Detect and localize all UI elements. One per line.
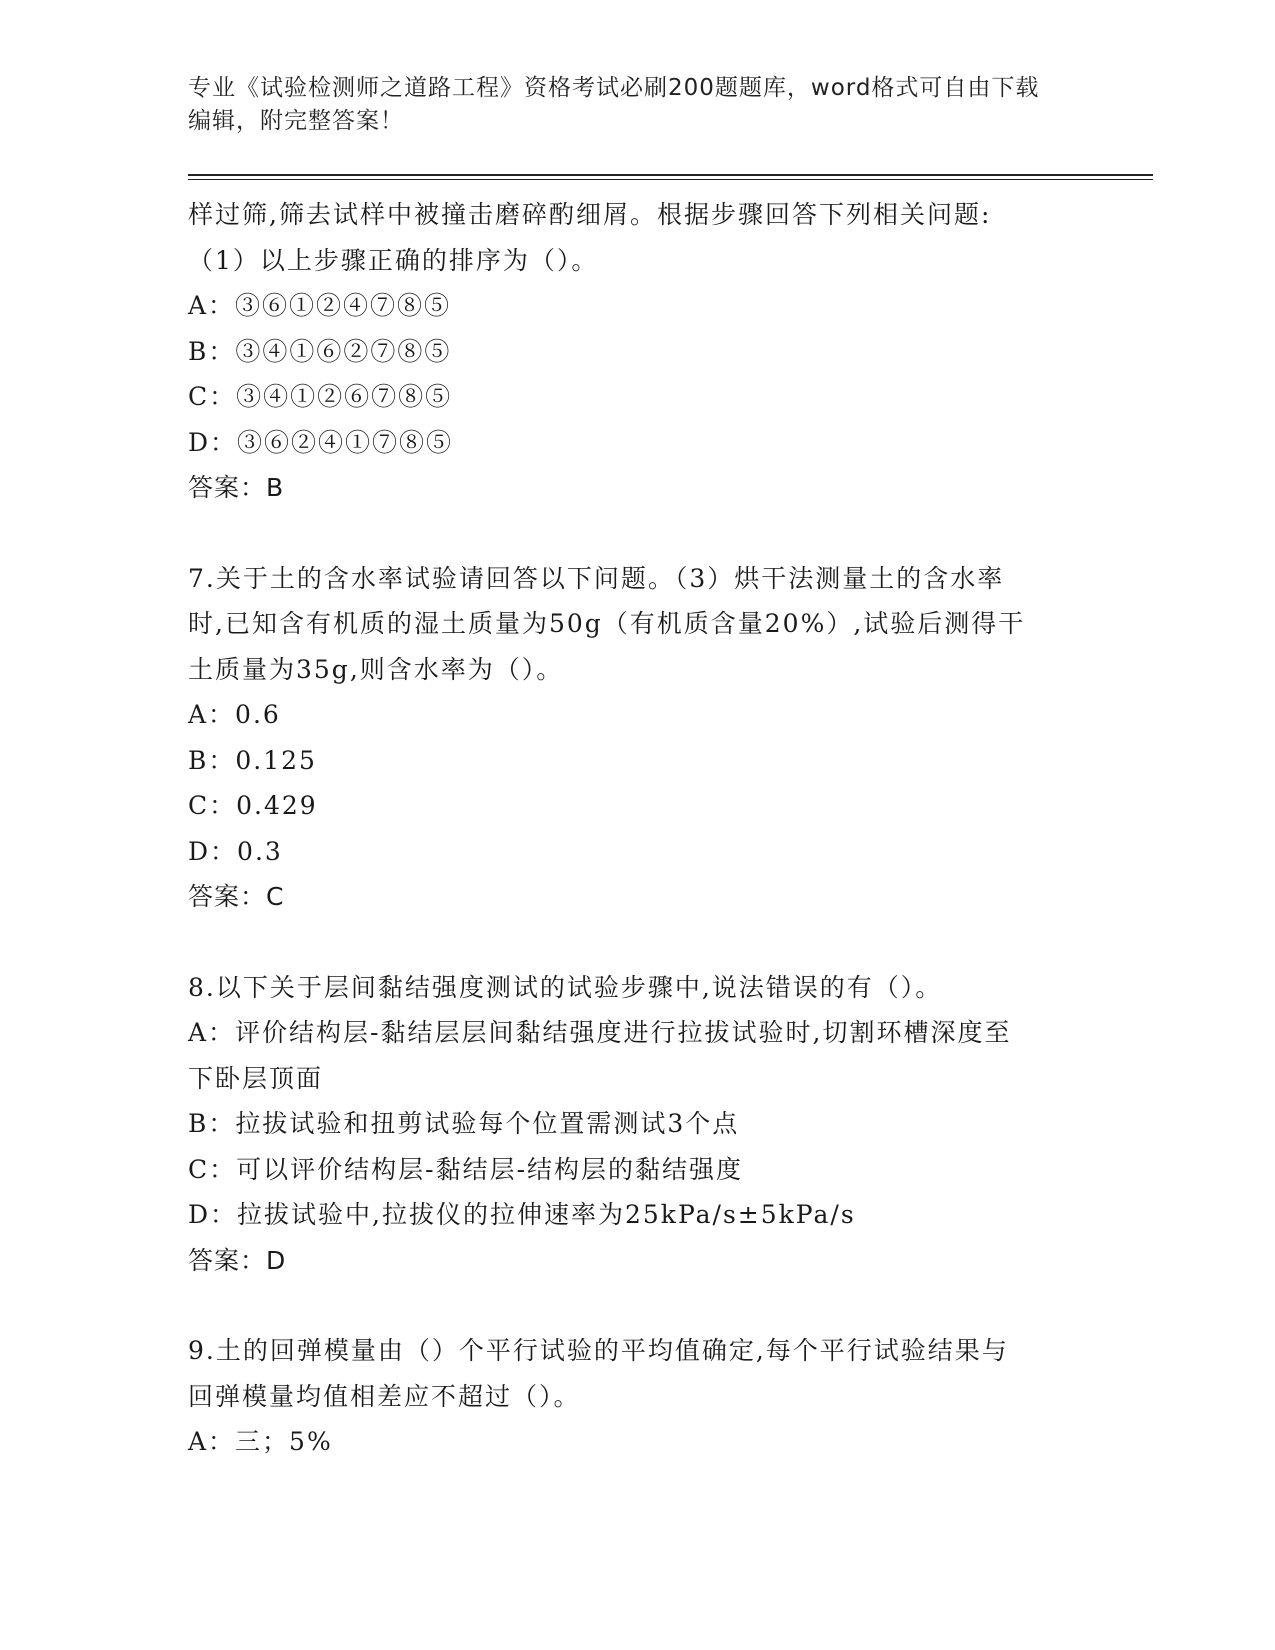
spacer — [188, 511, 1088, 556]
option-d: D：拉拔试验中,拉拔仪的拉伸速率为25kPa/s±5kPa/s — [188, 1200, 856, 1229]
header-divider-thin — [188, 179, 1153, 180]
answer: 答案：B — [188, 473, 285, 502]
question-text: 土质量为35g,则含水率为（）。 — [188, 654, 564, 684]
option-c: C：0.429 — [188, 791, 318, 820]
option-c: C：③④①②⑥⑦⑧⑤ — [188, 382, 453, 411]
answer: 答案：D — [188, 1245, 287, 1275]
header-line: 编辑，附完整答案！ — [188, 108, 404, 134]
answer: 答案：C — [188, 882, 285, 911]
option-a: A：0.6 — [188, 700, 281, 729]
option-d: D：③⑥②④①⑦⑧⑤ — [188, 427, 454, 457]
option-a: A：③⑥①②④⑦⑧⑤ — [188, 291, 452, 320]
question-content — [188, 192, 1088, 1465]
question-text: 时,已知含有机质的湿土质量为50g（有机质含量20%）,试验后测得干 — [188, 609, 1026, 638]
spacer — [188, 920, 1088, 965]
option-b: B：0.125 — [188, 745, 317, 775]
question-9 — [188, 1328, 1088, 1465]
question-text: 样过筛,筛去试样中被撞击磨碎酌细屑。根据步骤回答下列相关问题: — [188, 200, 992, 229]
option-a: A：三；5% — [188, 1427, 333, 1456]
option-d: D：0.3 — [188, 836, 283, 866]
question-text: 8.以下关于层间黏结强度测试的试验步骤中,说法错误的有（）。 — [188, 972, 943, 1002]
option-b: B：拉拔试验和扭剪试验每个位置需测试3个点 — [188, 1109, 740, 1138]
header-line: 专业《试验检测师之道路工程》资格考试必刷200题题库，word格式可自由下载 — [188, 75, 1040, 101]
question-text: 7.关于土的含水率试验请回答以下问题。（3）烘干法测量土的含水率 — [188, 563, 1005, 593]
option-b: B：③④①⑥②⑦⑧⑤ — [188, 336, 452, 366]
spacer — [188, 1283, 1088, 1328]
question-8 — [188, 965, 1088, 1284]
question-7 — [188, 556, 1088, 920]
option-a: A：评价结构层-黏结层层间黏结强度进行拉拔试验时,切割环槽深度至 — [188, 1018, 1012, 1047]
question-text: （1）以上步骤正确的排序为（）。 — [188, 245, 599, 275]
question-text: 回弹模量均值相差应不超过（）。 — [188, 1381, 581, 1411]
option-a-continued: 下卧层顶面 — [188, 1063, 324, 1093]
header-divider-thick — [188, 174, 1153, 176]
question-text: 9.土的回弹模量由（）个平行试验的平均值确定,每个平行试验结果与 — [188, 1336, 1009, 1365]
document-header — [188, 72, 1088, 138]
option-c: C：可以评价结构层-黏结层-结构层的黏结强度 — [188, 1154, 744, 1184]
question-6 — [188, 192, 1088, 511]
